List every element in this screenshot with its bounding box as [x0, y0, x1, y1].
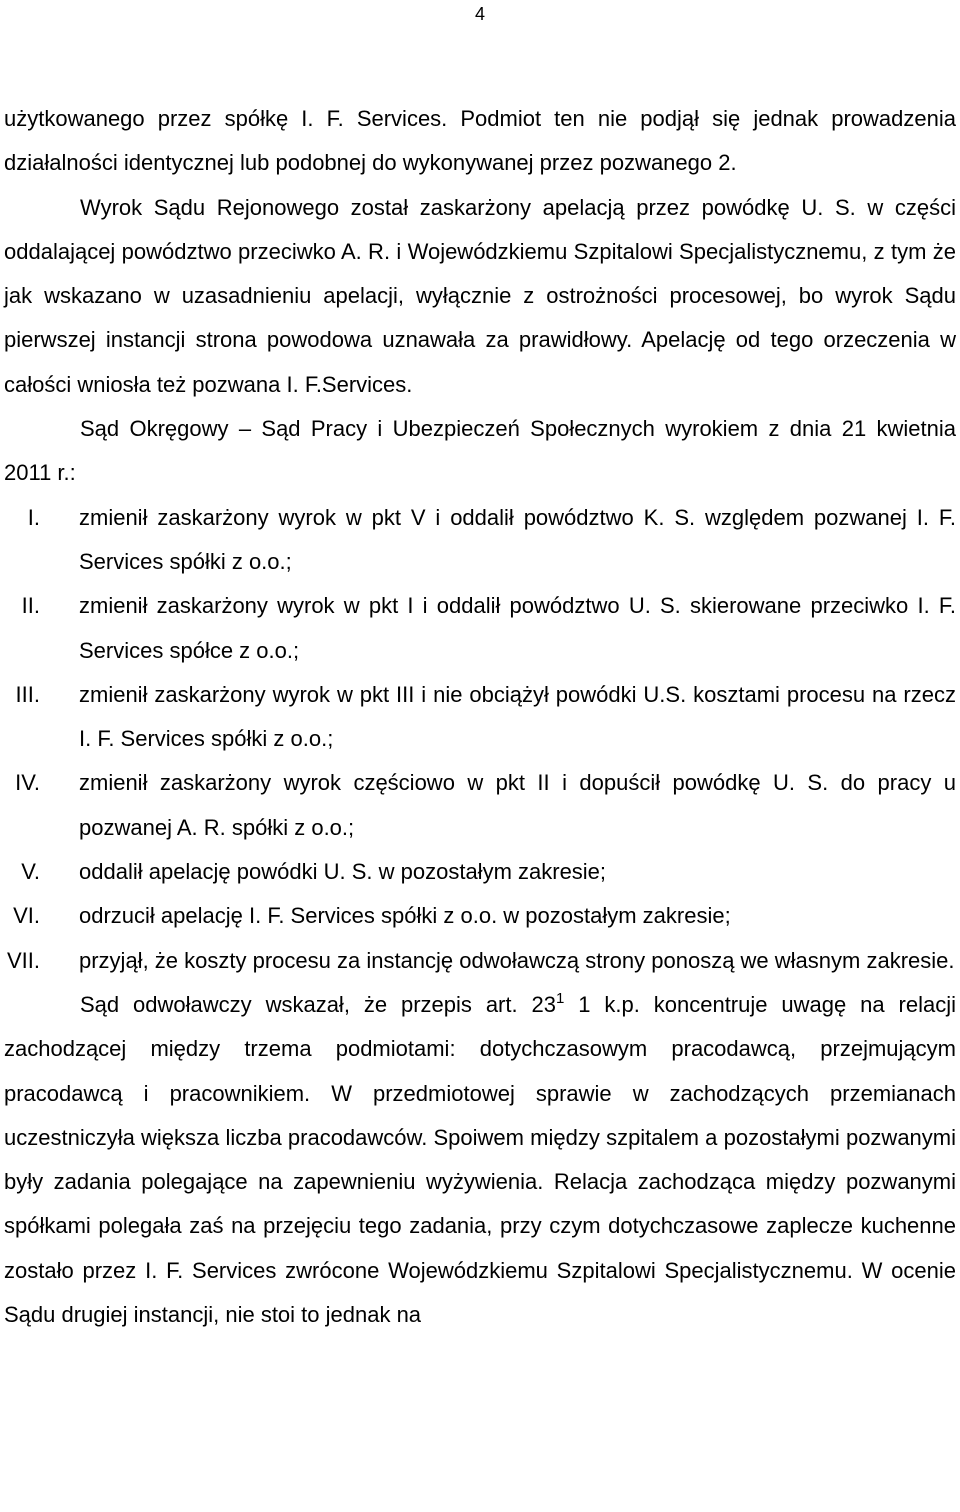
document-body — [4, 97, 956, 1337]
paragraph-2: Wyrok Sądu Rejonowego został zaskarżony apelacją przez powódkę U. S. w części oddalającej powództwo przeciwko A. R. i Wojewódzkiemu Szpitalowi Specjalistycznemu, z tym że jak wskazano w uzasadnieniu apelacji, wyłącznie z ostrożności procesowej, bo wyrok Sądu pierwszej instancji strona powodowa uznawała za prawidłowy. Apelację od tego orzeczenia w całości wniosła też pozwana I. F.Services. — [4, 194, 956, 397]
list-item — [4, 496, 956, 585]
list-item-number: VI. — [13, 903, 40, 929]
list-item-text: przyjął, że koszty procesu za instancję odwoławczą strony ponoszą we własnym zakresie. — [79, 947, 955, 973]
paragraph-1: użytkowanego przez spółkę I. F. Services. Podmiot ten nie podjął się jednak prowadzenia działalności identycznej lub podobnej do wykonywanej przez pozwanego 2. — [4, 106, 956, 176]
paragraph-4-rest: 1 k.p. koncentruje uwagę na relacji zachodzącej między trzema podmiotami: dotychczasowym pracodawcą, przejmującym pracodawcą i pracownikiem. W przedmiotowej sprawie w zachodzących przemianach uczestniczyła większa liczba pracodawców. Spoiwem między szpitalem a pozostałymi pozwanymi były zadania polegające na zapewnieniu wyżywienia. Relacja zachodząca między pozwanymi spółkami polegała zaś na przejęciu tego zadania, przy czym dotychczasowe zaplecze kuchenne zostało przez I. F. Services zwrócone Wojewódzkiemu Szpitalowi Specjalistycznemu. W ocenie Sądu drugiej instancji, nie stoi to jednak na — [4, 991, 956, 1328]
paragraph-4-start: Sąd odwoławczy wskazał, że przepis art. 23 — [80, 991, 556, 1017]
list-item-text: oddalił apelację powódki U. S. w pozostałym zakresie; — [79, 859, 607, 885]
list-item-number: II. — [21, 593, 40, 619]
list-item-number: III. — [15, 681, 40, 707]
list-item — [4, 761, 956, 850]
list-item-text: zmienił zaskarżony wyrok w pkt III i nie obciążył powódki U.S. kosztami procesu na rzecz I. F. Services spółki z o.o.; — [79, 681, 956, 752]
paragraph-4 — [4, 983, 956, 1337]
list-item-text: zmienił zaskarżony wyrok w pkt V i oddalił powództwo K. S. względem pozwanej I. F. Services spółki z o.o.; — [79, 504, 956, 574]
list-item-number: VII. — [6, 947, 40, 973]
list-item — [4, 584, 956, 673]
list-item — [4, 673, 956, 762]
superscript: 1 — [555, 989, 565, 1007]
list-item — [4, 850, 956, 894]
list-item-text: zmienił zaskarżony wyrok częściowo w pkt II i dopuścił powódkę U. S. do pracy u pozwanej A. R. spółki z o.o.; — [79, 770, 956, 840]
list-item-number: V. — [21, 859, 40, 885]
list-item-number: I. — [27, 504, 40, 530]
page-number: 4 — [474, 4, 485, 24]
list-item — [4, 939, 956, 983]
list-item-text: zmienił zaskarżony wyrok w pkt I i oddalił powództwo U. S. skierowane przeciwko I. F. Services spółce z o.o.; — [79, 593, 956, 663]
list-item — [4, 894, 956, 938]
paragraph-3: Sąd Okręgowy ‒ Sąd Pracy i Ubezpieczeń Społecznych wyrokiem z dnia 21 kwietnia 2011 r.: — [4, 416, 956, 486]
list-item-text: odrzucił apelację I. F. Services spółki z o.o. w pozostałym zakresie; — [79, 903, 731, 929]
verdict-list — [4, 496, 956, 983]
list-item-number: IV. — [15, 770, 40, 796]
